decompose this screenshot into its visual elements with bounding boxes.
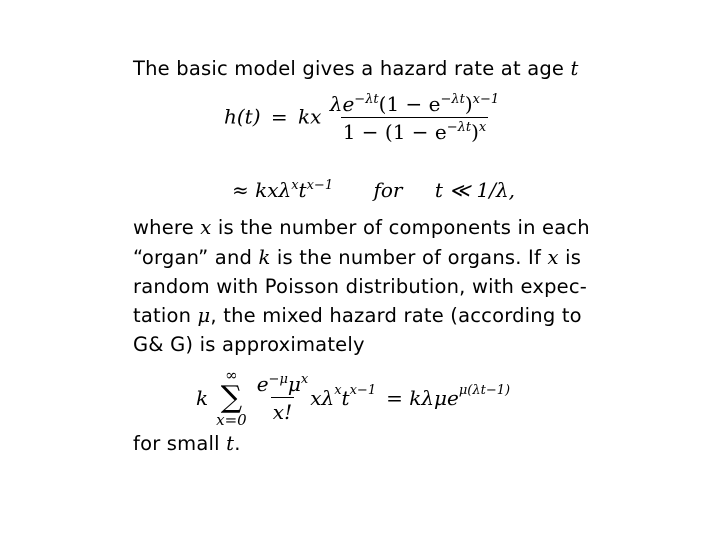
eq1-den-exp: −λt xyxy=(446,120,472,135)
p-l3: random with Poisson distribution, with expec- xyxy=(133,275,588,298)
eq3-summation xyxy=(216,368,247,428)
mixed-hazard-equation xyxy=(196,368,510,428)
eq1-num-lambda-e: λe xyxy=(329,92,355,116)
eq1-den-one-minus: 1 − xyxy=(342,120,385,144)
paragraph-line-5 xyxy=(133,330,603,360)
p-l4-b: , the mixed hazard rate (according to xyxy=(210,304,582,327)
eq1-num-exp-2: −λt xyxy=(440,92,465,107)
eq3-tail-lambda-pow: x xyxy=(334,382,342,398)
paragraph-line-1 xyxy=(133,213,603,243)
eq2-condition: t ≪ 1/λ, xyxy=(434,178,516,202)
intro-text: The basic model gives a hazard rate at age xyxy=(133,57,571,80)
p-l2-c: is xyxy=(558,246,582,269)
eq3-num-exp: −μ xyxy=(268,372,288,387)
eq1-num-close: ) xyxy=(464,92,473,116)
intro-var-t: t xyxy=(570,57,579,80)
eq2-lambda-power: x xyxy=(291,178,299,193)
eq1-num-power: x−1 xyxy=(472,92,500,107)
p-l1-a: where xyxy=(133,216,201,239)
eq1-den-paren: (1 − e xyxy=(384,120,447,144)
intro-line xyxy=(133,54,603,84)
p-l2-k: k xyxy=(258,246,271,269)
paragraph-line-2 xyxy=(133,243,603,273)
eq3-num-mu-exp: x xyxy=(300,372,309,387)
approximation-equation xyxy=(232,180,515,200)
eq1-coef: kx xyxy=(298,104,322,129)
p-l4-a: tation xyxy=(133,304,198,327)
closing-var-t: t xyxy=(226,432,235,455)
eq1-num-exp-1: −λt xyxy=(354,92,379,107)
eq1-den-close: ) xyxy=(471,120,479,144)
closing-period: . xyxy=(234,432,241,455)
eq3-tail: xλ xyxy=(310,386,335,410)
eq3-sum-top: ∞ xyxy=(225,366,238,384)
paragraph-line-3 xyxy=(133,272,603,302)
eq1-fraction xyxy=(328,94,501,142)
eq1-numerator xyxy=(328,94,501,117)
eq3-numerator xyxy=(255,374,311,397)
eq1-den-power: x xyxy=(478,120,487,135)
eq3-num-mu: μ xyxy=(287,372,301,396)
eq3-result-exp: μ(λt−1) xyxy=(458,382,511,398)
hazard-equation xyxy=(224,94,501,142)
eq1-num-paren: (1 − e xyxy=(378,92,441,116)
eq2-approx: ≈ kxλ xyxy=(232,178,292,202)
p-l5: G& G) is approximately xyxy=(133,333,365,356)
eq3-denominator: x! xyxy=(271,397,294,422)
eq3-k: k xyxy=(196,386,209,410)
p-l2-a: “organ” and xyxy=(133,246,259,269)
eq1-denominator xyxy=(341,117,489,142)
eq3-sum-sign: ∑ xyxy=(220,380,243,415)
eq3-result: = kλμe xyxy=(386,386,459,410)
eq3-tail-t: t xyxy=(341,386,350,410)
eq3-num-e: e xyxy=(256,372,269,396)
eq3-tail-t-pow: x−1 xyxy=(349,382,377,398)
p-l2-b: is the number of organs. If xyxy=(270,246,548,269)
eq1-equals: = xyxy=(270,104,288,129)
p-l2-x: x xyxy=(547,246,559,269)
closing-text: for small xyxy=(133,432,227,455)
paragraph-line-4 xyxy=(133,301,603,331)
p-l4-mu: μ xyxy=(197,304,211,327)
eq1-lhs: h(t) xyxy=(224,104,261,129)
eq3-sum-bottom: x=0 xyxy=(216,411,247,429)
eq2-t: t xyxy=(298,178,307,202)
eq2-t-power: x−1 xyxy=(306,178,334,193)
p-l1-b: is the number of components in each xyxy=(211,216,590,239)
closing-line xyxy=(133,429,603,459)
eq2-for: for xyxy=(373,178,403,202)
eq3-fraction xyxy=(255,374,311,422)
p-l1-x: x xyxy=(200,216,212,239)
